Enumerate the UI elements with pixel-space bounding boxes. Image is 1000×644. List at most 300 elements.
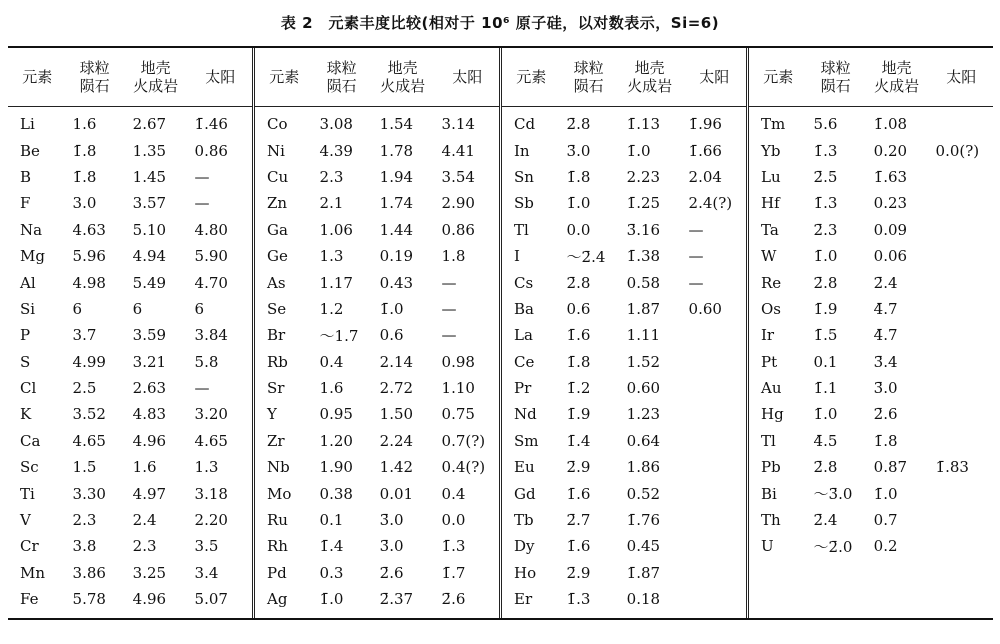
cell-crust: 0.20 [873, 141, 908, 160]
cell-element: Ta [761, 220, 779, 239]
table-row [255, 111, 499, 137]
header-element: 元素 [269, 68, 300, 86]
abundance-table [8, 48, 993, 618]
cell-chondrite: 2.3 [319, 167, 344, 186]
cell-sun: 3.20 [194, 405, 228, 424]
table-row [749, 137, 993, 163]
table-row [255, 137, 499, 163]
cell-crust: 4.94 [132, 247, 167, 266]
header-row [502, 48, 746, 107]
cell-crust: 3̄.0 [379, 511, 404, 530]
header-crust [123, 59, 189, 95]
header-chondrite-line1: 球粒 [820, 59, 851, 77]
cell-chondrite: 3.0 [72, 194, 97, 213]
table-row [502, 533, 746, 559]
cell-sun: 0.0 [441, 511, 466, 530]
cell-chondrite: 1̄.3 [813, 194, 838, 213]
cell-element: Tb [514, 511, 534, 530]
cell-chondrite: 2.3 [72, 511, 97, 530]
table-body [749, 107, 993, 560]
table-row [502, 164, 746, 190]
cell-crust: 1.52 [626, 352, 661, 371]
table-row [502, 454, 746, 480]
cell-element: Ca [20, 431, 41, 450]
cell-element: Nb [267, 458, 290, 477]
table-row [749, 349, 993, 375]
header-crust [864, 59, 930, 95]
cell-element: Pd [267, 563, 287, 582]
table-row [255, 164, 499, 190]
cell-element: Ba [514, 299, 534, 318]
cell-chondrite: 1̄.0 [566, 194, 591, 213]
cell-sun: 1.3 [194, 458, 219, 477]
cell-chondrite: 5.96 [72, 247, 106, 266]
cell-element: Os [761, 299, 781, 318]
cell-chondrite: 1̄.8 [72, 167, 97, 186]
cell-element: Th [761, 511, 781, 530]
cell-element: Ce [514, 352, 535, 371]
cell-crust: 2̄.6 [379, 563, 404, 582]
header-chondrite-line1: 球粒 [326, 59, 357, 77]
table-row [8, 217, 252, 243]
cell-sun: 1̄.7 [441, 563, 466, 582]
cell-sun: 1.8 [441, 247, 466, 266]
cell-element: W [761, 247, 777, 266]
cell-chondrite: 0.4 [319, 352, 344, 371]
table-row [502, 375, 746, 401]
cell-chondrite: 2.1 [319, 194, 344, 213]
cell-chondrite: 4.65 [72, 431, 106, 450]
cell-element: Gd [514, 484, 536, 503]
table-row [8, 349, 252, 375]
cell-chondrite: 5.78 [72, 590, 106, 609]
cell-element: Mn [20, 563, 46, 582]
cell-element: Hf [761, 194, 780, 213]
cell-chondrite: 1̄.1 [813, 379, 838, 398]
cell-element: Mg [20, 247, 45, 266]
table-row [749, 454, 993, 480]
cell-element: Au [761, 379, 782, 398]
cell-chondrite: ～2̄.4 [566, 247, 606, 266]
cell-crust: 3̄.0 [379, 537, 404, 556]
cell-chondrite: 2̄.8 [566, 115, 591, 134]
cell-sun: 2.20 [194, 511, 228, 530]
table-row [255, 243, 499, 269]
table-row [502, 401, 746, 427]
header-row [8, 48, 252, 107]
cell-element: Y [267, 405, 277, 424]
cell-crust: 0.64 [626, 431, 661, 450]
header-crust-line2: 火成岩 [627, 77, 673, 95]
header-crust [617, 59, 683, 95]
table-row [8, 190, 252, 216]
cell-sun: 0.86 [441, 220, 475, 239]
table-row [749, 507, 993, 533]
cell-sun: 5.07 [194, 590, 228, 609]
cell-element: Si [20, 299, 36, 318]
cell-crust: 0.06 [873, 247, 908, 266]
cell-chondrite: 6 [72, 299, 83, 318]
cell-sun: — [194, 167, 210, 186]
cell-element: Be [20, 141, 40, 160]
cell-crust: 4̄.7 [873, 326, 898, 345]
table-row [502, 507, 746, 533]
sub-table-3 [499, 48, 746, 618]
cell-element: Se [267, 299, 287, 318]
cell-chondrite: 2̄.3 [813, 220, 838, 239]
cell-crust: 1̄.38 [626, 247, 661, 266]
table-row [255, 560, 499, 586]
cell-chondrite: 3.30 [72, 484, 106, 503]
header-crust-line2: 火成岩 [874, 77, 920, 95]
cell-crust: 3.57 [132, 194, 167, 213]
table-row [8, 111, 252, 137]
cell-chondrite: 3.8 [72, 537, 97, 556]
cell-element: Rb [267, 352, 288, 371]
cell-element: B [20, 167, 32, 186]
cell-chondrite: 4.39 [319, 141, 353, 160]
cell-crust: 5.10 [132, 220, 167, 239]
cell-chondrite: 0.0 [566, 220, 591, 239]
cell-sun: 6 [194, 299, 205, 318]
cell-element: Ga [267, 220, 288, 239]
cell-chondrite: 1.06 [319, 220, 353, 239]
cell-element: Sm [514, 431, 539, 450]
table-row [502, 349, 746, 375]
cell-chondrite: 3.7 [72, 326, 97, 345]
table-body [255, 107, 499, 612]
table-row [8, 480, 252, 506]
cell-chondrite: 1̄.4 [319, 537, 344, 556]
table-row [749, 428, 993, 454]
cell-element: Tl [514, 220, 529, 239]
table-row [749, 480, 993, 506]
cell-element: Ti [20, 484, 35, 503]
cell-chondrite: 0.3 [319, 563, 344, 582]
table-row [502, 269, 746, 295]
cell-chondrite: 1̄.0 [319, 590, 344, 609]
table-row [255, 349, 499, 375]
cell-crust: 0.23 [873, 194, 908, 213]
cell-crust: 0.58 [626, 273, 661, 292]
cell-crust: 1.42 [379, 458, 414, 477]
table-row [749, 111, 993, 137]
header-chondrite [561, 59, 617, 95]
cell-chondrite: 2.5 [72, 379, 97, 398]
table-row [8, 137, 252, 163]
cell-element: In [514, 141, 530, 160]
cell-crust: 4.96 [132, 431, 167, 450]
cell-element: Bi [761, 484, 777, 503]
table-row [749, 164, 993, 190]
cell-crust: 1.74 [379, 194, 414, 213]
cell-element: Cs [514, 273, 534, 292]
header-crust-line1: 地壳 [387, 59, 418, 77]
cell-crust: 0.6 [379, 326, 404, 345]
cell-sun: — [441, 326, 457, 345]
cell-sun: 1.10 [441, 379, 475, 398]
cell-chondrite: 4.99 [72, 352, 106, 371]
cell-chondrite: 2̄.4 [813, 511, 838, 530]
cell-element: Tl [761, 431, 776, 450]
table-row [749, 375, 993, 401]
cell-crust: 1.50 [379, 405, 414, 424]
cell-crust: 0.45 [626, 537, 661, 556]
cell-element: Yb [761, 141, 781, 160]
table-row [749, 217, 993, 243]
cell-crust: 4.83 [132, 405, 167, 424]
cell-crust: 5.49 [132, 273, 167, 292]
cell-sun: — [688, 220, 704, 239]
cell-crust: 2.4 [132, 511, 157, 530]
cell-element: Cl [20, 379, 37, 398]
table-row [8, 454, 252, 480]
cell-crust: 0.87 [873, 458, 908, 477]
cell-chondrite: 2̄.9 [566, 458, 591, 477]
header-crust-line2: 火成岩 [133, 77, 179, 95]
cell-crust: 2.63 [132, 379, 167, 398]
table-row [749, 190, 993, 216]
cell-element: S [20, 352, 31, 371]
table-row [502, 296, 746, 322]
sub-table-4 [746, 48, 993, 618]
cell-sun: 2.4(?) [688, 194, 733, 213]
cell-sun: — [194, 379, 210, 398]
cell-chondrite: 1.17 [319, 273, 353, 292]
cell-element: P [20, 326, 31, 345]
sub-table-2 [252, 48, 499, 618]
table-row [8, 586, 252, 612]
cell-chondrite: 1̄.6 [566, 326, 591, 345]
cell-chondrite: 0.38 [319, 484, 353, 503]
cell-crust: 1̄.87 [626, 563, 661, 582]
table-row [8, 428, 252, 454]
cell-element: As [267, 273, 286, 292]
cell-chondrite: 2̄.7 [566, 511, 591, 530]
cell-sun: 3.4 [194, 563, 219, 582]
table-row [502, 560, 746, 586]
table-row [255, 322, 499, 348]
cell-sun: 1̄.46 [194, 115, 228, 134]
cell-sun: — [194, 194, 210, 213]
table-row [502, 137, 746, 163]
table-row [8, 296, 252, 322]
cell-crust: 1.44 [379, 220, 414, 239]
cell-chondrite: 3.86 [72, 563, 106, 582]
table-row [8, 533, 252, 559]
table-row [502, 322, 746, 348]
cell-element: Ag [267, 590, 288, 609]
cell-element: U [761, 537, 774, 556]
cell-crust: 0.60 [626, 379, 661, 398]
cell-sun: — [688, 273, 704, 292]
header-sun: 太阳 [946, 68, 977, 86]
cell-element: Fe [20, 590, 39, 609]
header-sun: 太阳 [205, 68, 236, 86]
cell-crust: 1.6 [132, 458, 157, 477]
cell-chondrite: ～3̄.0 [813, 485, 853, 504]
cell-element: Re [761, 273, 782, 292]
cell-element: F [20, 194, 31, 213]
cell-chondrite: 2̄.9 [566, 563, 591, 582]
table-row [255, 428, 499, 454]
cell-element: Al [20, 273, 36, 292]
cell-element: Dy [514, 537, 535, 556]
table-row [8, 560, 252, 586]
table-title: 表 2 元素丰度比较(相对于 10⁶ 原子硅，以对数表示，Si=6) [280, 14, 720, 32]
cell-sun: 3.5 [194, 537, 219, 556]
cell-crust: 3̄.16 [626, 220, 661, 239]
cell-element: Ge [267, 247, 288, 266]
cell-element: V [20, 511, 31, 530]
cell-chondrite: 1.5 [72, 458, 97, 477]
header-chondrite-line1: 球粒 [573, 59, 604, 77]
table-row [255, 401, 499, 427]
cell-crust: 1.87 [626, 299, 661, 318]
cell-sun: 3.84 [194, 326, 228, 345]
header-chondrite-line2: 陨石 [820, 77, 851, 95]
cell-crust: 1.54 [379, 115, 414, 134]
table-row [8, 164, 252, 190]
bottom-rule [8, 618, 993, 620]
header-row [255, 48, 499, 107]
table-row [502, 217, 746, 243]
cell-element: Zr [267, 431, 285, 450]
cell-sun: 0.4 [441, 484, 466, 503]
cell-chondrite: 1̄.0 [813, 405, 838, 424]
cell-element: Ho [514, 563, 537, 582]
cell-chondrite: 0.1 [813, 352, 838, 371]
cell-chondrite: 1.2 [319, 299, 344, 318]
cell-element: Sn [514, 167, 534, 186]
cell-chondrite: 1̄.4 [566, 431, 591, 450]
table-row [749, 296, 993, 322]
cell-chondrite: 1̄.5 [813, 326, 838, 345]
cell-sun: 3.18 [194, 484, 228, 503]
cell-element: Na [20, 220, 43, 239]
table-row [749, 322, 993, 348]
table-row [255, 480, 499, 506]
header-chondrite-line2: 陨石 [573, 77, 604, 95]
cell-crust: 6 [132, 299, 143, 318]
table-row [8, 401, 252, 427]
cell-chondrite: 2̄.8 [566, 273, 591, 292]
cell-crust: 1.35 [132, 141, 167, 160]
cell-crust: 3.21 [132, 352, 167, 371]
table-row [502, 190, 746, 216]
cell-sun: 4.41 [441, 141, 475, 160]
cell-chondrite: 5.6 [813, 115, 838, 134]
cell-crust: 2.23 [626, 167, 661, 186]
cell-chondrite: 1̄.8 [566, 167, 591, 186]
table-row [8, 507, 252, 533]
cell-element: Er [514, 590, 533, 609]
cell-crust: 1̄.8 [873, 431, 898, 450]
cell-element: Li [20, 115, 35, 134]
cell-crust: 0.09 [873, 220, 908, 239]
cell-chondrite: 1̄.0 [813, 247, 838, 266]
sub-table-1 [8, 48, 252, 618]
cell-sun: 0.60 [688, 299, 722, 318]
cell-element: Hg [761, 405, 784, 424]
cell-crust: 2.14 [379, 352, 414, 371]
cell-element: K [20, 405, 32, 424]
cell-crust: 1̄.25 [626, 194, 661, 213]
cell-crust: 1.78 [379, 141, 414, 160]
table-row [255, 269, 499, 295]
cell-crust: 1̄.63 [873, 167, 908, 186]
cell-sun: 1̄.96 [688, 115, 722, 134]
cell-chondrite: 0.1 [319, 511, 344, 530]
cell-element: Cu [267, 167, 289, 186]
cell-sun: 1̄.83 [935, 458, 969, 477]
cell-chondrite: 1̄.2 [566, 379, 591, 398]
cell-crust: 0.2 [873, 537, 898, 556]
header-crust [370, 59, 436, 95]
table-row [255, 586, 499, 612]
cell-element: Eu [514, 458, 535, 477]
cell-chondrite: 1̄.6 [566, 484, 591, 503]
cell-sun: 0.75 [441, 405, 475, 424]
table-row [255, 190, 499, 216]
table-row [502, 111, 746, 137]
table-row [255, 217, 499, 243]
cell-sun: 3.54 [441, 167, 475, 186]
header-sun: 太阳 [452, 68, 483, 86]
cell-crust: 2.72 [379, 379, 414, 398]
cell-element: Br [267, 326, 286, 345]
header-chondrite-line1: 球粒 [79, 59, 110, 77]
cell-element: Cr [20, 537, 39, 556]
header-crust-line2: 火成岩 [380, 77, 426, 95]
cell-sun: 0.86 [194, 141, 228, 160]
cell-crust: 2.67 [132, 115, 167, 134]
cell-crust: 2̄.6 [873, 405, 898, 424]
cell-sun: 4.65 [194, 431, 228, 450]
cell-chondrite: 1̄.8 [566, 352, 591, 371]
cell-chondrite: 1̄.3 [813, 141, 838, 160]
cell-sun: 0.98 [441, 352, 475, 371]
cell-chondrite: ～1.7 [319, 326, 359, 345]
cell-chondrite: 4.63 [72, 220, 106, 239]
cell-chondrite: 1̄.9 [813, 299, 838, 318]
cell-element: Pt [761, 352, 778, 371]
cell-chondrite: 4.98 [72, 273, 106, 292]
cell-element: Cd [514, 115, 536, 134]
cell-chondrite: 3.08 [319, 115, 353, 134]
table-row [749, 269, 993, 295]
cell-sun: 5.90 [194, 247, 228, 266]
cell-crust: 1.11 [626, 326, 661, 345]
cell-crust: 1.94 [379, 167, 414, 186]
header-sun: 太阳 [699, 68, 730, 86]
cell-element: Ru [267, 511, 288, 530]
table-row [8, 243, 252, 269]
cell-crust: 3̄.4 [873, 352, 898, 371]
cell-sun: 1̄.66 [688, 141, 722, 160]
cell-element: Pb [761, 458, 781, 477]
table-row [8, 269, 252, 295]
header-element: 元素 [516, 68, 547, 86]
table-row [749, 243, 993, 269]
cell-chondrite: 1̄.9 [566, 405, 591, 424]
cell-element: Sc [20, 458, 39, 477]
cell-crust: 0.7 [873, 511, 898, 530]
cell-element: Sr [267, 379, 285, 398]
cell-element: Tm [761, 115, 786, 134]
header-chondrite [67, 59, 123, 95]
cell-crust: 2.24 [379, 431, 414, 450]
